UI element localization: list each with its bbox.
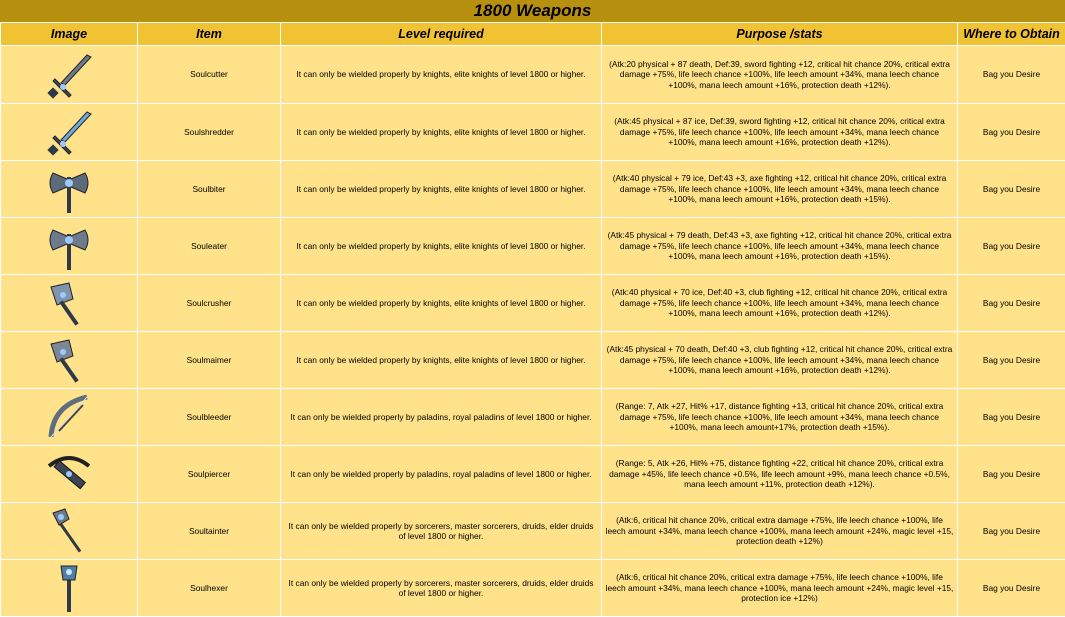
table-row: [1, 46, 1065, 104]
table-row: [1, 389, 1065, 446]
item-cell[interactable]: Soultainter: [138, 503, 281, 560]
sword-icon: [43, 49, 95, 101]
table-row: [1, 104, 1065, 161]
axe-icon: [43, 220, 95, 272]
level-cell[interactable]: It can only be wielded properly by paladins, royal paladins of level 1800 or higher.: [281, 446, 602, 503]
table-row: [1, 275, 1065, 332]
header-item[interactable]: Item: [138, 23, 281, 46]
level-cell[interactable]: It can only be wielded properly by paladins, royal paladins of level 1800 or higher.: [281, 389, 602, 446]
table-row: [1, 446, 1065, 503]
header-row: [1, 23, 1065, 46]
obtain-cell[interactable]: Bag you Desire: [958, 218, 1065, 275]
stats-cell[interactable]: (Atk:40 physical + 70 ice, Def:40 +3, club fighting +12, critical hit chance 20%, critical extra damage +75%, life leech chance +100%, life leech amount +34%, mana leech chance +100%, mana leech amount +16%, protection death +12%).: [602, 275, 958, 332]
obtain-cell[interactable]: Bag you Desire: [958, 46, 1065, 104]
obtain-cell[interactable]: Bag you Desire: [958, 560, 1065, 617]
stats-cell[interactable]: (Atk:40 physical + 79 ice, Def:43 +3, axe fighting +12, critical hit chance 20%, critical extra damage +75%, life leech chance +100%, life leech amount +34%, mana leech chance +100%, mana leech amount +16%, protection death +15%).: [602, 161, 958, 218]
item-cell[interactable]: Soulcutter: [138, 46, 281, 104]
item-cell[interactable]: Souleater: [138, 218, 281, 275]
stats-cell[interactable]: (Atk:45 physical + 70 death, Def:40 +3, club fighting +12, critical hit chance 20%, critical extra damage +75%, life leech chance +100%, life leech amount +34%, mana leech chance +100%, mana leech amount +16%, protection death +12%).: [602, 332, 958, 389]
level-cell[interactable]: It can only be wielded properly by knights, elite knights of level 1800 or higher.: [281, 161, 602, 218]
header-image[interactable]: Image: [1, 23, 138, 46]
image-cell[interactable]: [1, 389, 138, 446]
item-cell[interactable]: Soulbiter: [138, 161, 281, 218]
image-cell[interactable]: [1, 275, 138, 332]
image-cell[interactable]: [1, 332, 138, 389]
stats-cell[interactable]: (Atk:20 physical + 87 death, Def:39, sword fighting +12, critical hit chance 20%, critical extra damage +75%, life leech chance +100%, life leech amount +34%, mana leech chance +100%, mana leech amount +16%, protection death +12%).: [602, 46, 958, 104]
table-row: [1, 560, 1065, 617]
weapons-table: [0, 22, 1065, 617]
image-cell[interactable]: [1, 161, 138, 218]
level-cell[interactable]: It can only be wielded properly by knights, elite knights of level 1800 or higher.: [281, 275, 602, 332]
stats-cell[interactable]: (Atk:45 physical + 87 ice, Def:39, sword fighting +12, critical hit chance 20%, critical extra damage +75%, life leech chance +100%, life leech amount +34%, mana leech chance +100%, mana leech amount +16%, protection death +12%).: [602, 104, 958, 161]
item-cell[interactable]: Soulhexer: [138, 560, 281, 617]
level-cell[interactable]: It can only be wielded properly by knights, elite knights of level 1800 or higher.: [281, 46, 602, 104]
table-row: [1, 503, 1065, 560]
rod-icon: [43, 562, 95, 614]
stats-cell[interactable]: (Range: 7, Atk +27, Hit% +17, distance fighting +13, critical hit chance 20%, critical extra damage +75%, life leech chance +100%, life leech amount +34%, mana leech chance +100%, mana leech amount+17%, protection death +15%).: [602, 389, 958, 446]
image-cell[interactable]: [1, 560, 138, 617]
level-cell[interactable]: It can only be wielded properly by sorcerers, master sorcerers, druids, elder druids of level 1800 or higher.: [281, 503, 602, 560]
level-cell[interactable]: It can only be wielded properly by knights, elite knights of level 1800 or higher.: [281, 332, 602, 389]
axe-icon: [43, 163, 95, 215]
obtain-cell[interactable]: Bag you Desire: [958, 332, 1065, 389]
table-row: [1, 332, 1065, 389]
image-cell[interactable]: [1, 218, 138, 275]
crossbow-icon: [43, 448, 95, 500]
club-icon: [43, 334, 95, 386]
table-row: [1, 218, 1065, 275]
header-stats[interactable]: Purpose /stats: [602, 23, 958, 46]
item-cell[interactable]: Soulbleeder: [138, 389, 281, 446]
stats-cell[interactable]: (Atk:6, critical hit chance 20%, critical extra damage +75%, life leech chance +100%, life leech amount +34%, mana leech chance +100%, mana leech amount +24%, magic level +15, protection ice +12%): [602, 560, 958, 617]
image-cell[interactable]: [1, 104, 138, 161]
wand-icon: [43, 505, 95, 557]
stats-cell[interactable]: (Range: 5, Atk +26, Hit% +75, distance fighting +22, critical hit chance 20%, critical extra damage +45%, life leech chance +0.5%, life leech amount +9%, mana leech chance +0.5%, mana leech amount +11%, protection death +12%).: [602, 446, 958, 503]
header-level[interactable]: Level required: [281, 23, 602, 46]
sword-icon: [43, 106, 95, 158]
image-cell[interactable]: [1, 503, 138, 560]
level-cell[interactable]: It can only be wielded properly by sorcerers, master sorcerers, druids, elder druids of level 1800 or higher.: [281, 560, 602, 617]
bow-icon: [43, 391, 95, 443]
obtain-cell[interactable]: Bag you Desire: [958, 446, 1065, 503]
stats-cell[interactable]: (Atk:45 physical + 79 death, Def:43 +3, axe fighting +12, critical hit chance 20%, critical extra damage +75%, life leech chance +100%, life leech amount +34%, mana leech chance +100%, mana leech amount +16%, protection death +15%).: [602, 218, 958, 275]
sheet-title: 1800 Weapons: [0, 0, 1065, 22]
table-row: [1, 161, 1065, 218]
image-cell[interactable]: [1, 446, 138, 503]
header-obtain[interactable]: Where to Obtain: [958, 23, 1065, 46]
item-cell[interactable]: Soulcrusher: [138, 275, 281, 332]
item-cell[interactable]: Soulshredder: [138, 104, 281, 161]
obtain-cell[interactable]: Bag you Desire: [958, 104, 1065, 161]
item-cell[interactable]: Soulpiercer: [138, 446, 281, 503]
level-cell[interactable]: It can only be wielded properly by knights, elite knights of level 1800 or higher.: [281, 218, 602, 275]
level-cell[interactable]: It can only be wielded properly by knights, elite knights of level 1800 or higher.: [281, 104, 602, 161]
obtain-cell[interactable]: Bag you Desire: [958, 389, 1065, 446]
item-cell[interactable]: Soulmaimer: [138, 332, 281, 389]
obtain-cell[interactable]: Bag you Desire: [958, 161, 1065, 218]
club-icon: [43, 277, 95, 329]
obtain-cell[interactable]: Bag you Desire: [958, 503, 1065, 560]
image-cell[interactable]: [1, 46, 138, 104]
stats-cell[interactable]: (Atk:6, critical hit chance 20%, critical extra damage +75%, life leech chance +100%, life leech amount +34%, mana leech chance +100%, mana leech amount +24%, magic level +15, protection death +12%): [602, 503, 958, 560]
obtain-cell[interactable]: Bag you Desire: [958, 275, 1065, 332]
